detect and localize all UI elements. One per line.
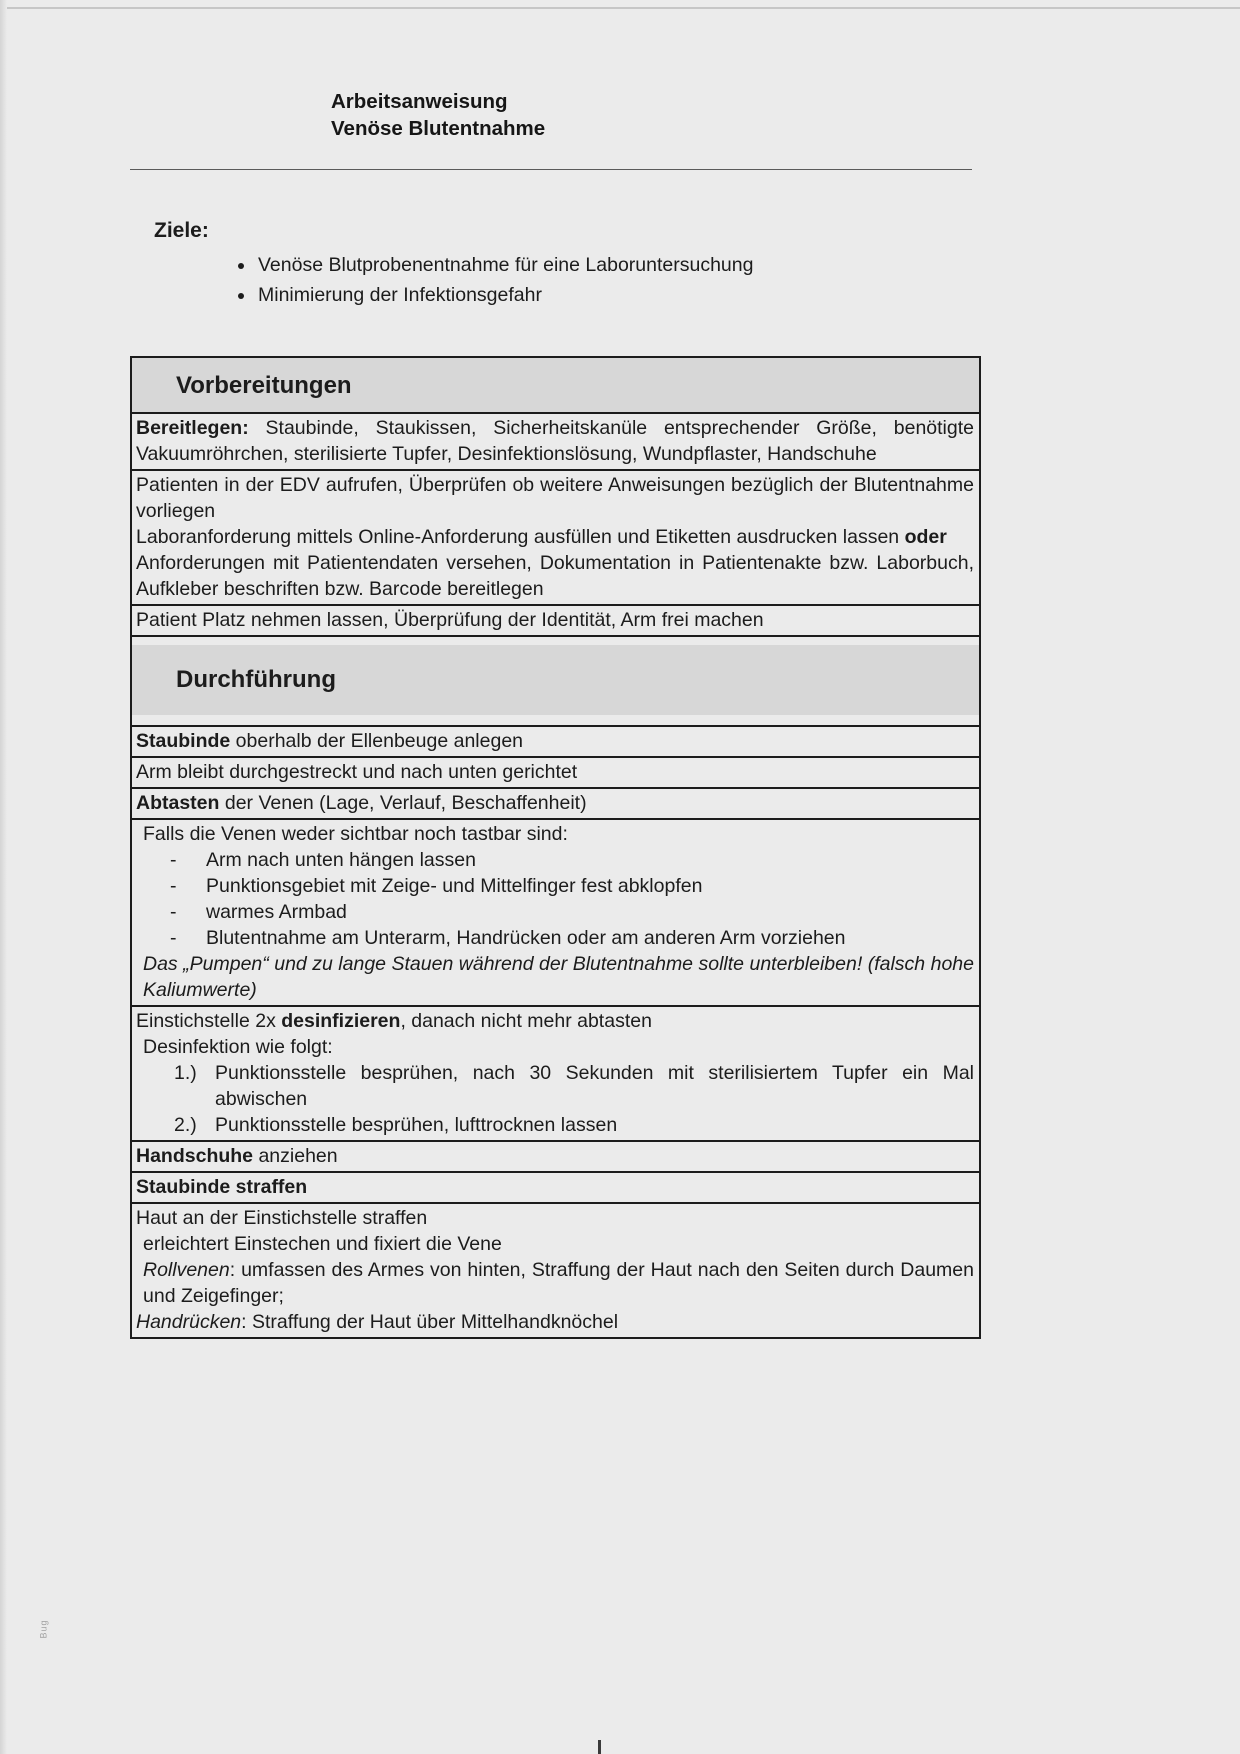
goal-item-text: Venöse Blutprobenentnahme für eine Laboruntersuchung [258,254,754,276]
haut-handruecken-text: : Straffung der Haut über Mittelhandknöchel [241,1311,619,1333]
row-edv-paragraph-2-text: Laboranforderung mittels Online-Anforderung ausfüllen und Etiketten ausdrucken lassen [136,526,905,548]
row-edv [132,469,979,604]
dash-marker: - [170,849,177,871]
venen-dash-item-text: Punktionsgebiet mit Zeige- und Mittelfinger fest abklopfen [206,875,703,897]
dash-marker: - [170,875,177,897]
desinfektion-step-text: Punktionsstelle besprühen, lufttrocknen lassen [215,1114,618,1136]
row-handschuhe-text: anziehen [253,1145,338,1167]
haut-handruecken [136,1309,974,1335]
step-number: 1.) [174,1062,197,1084]
row-desinfektion [132,1005,979,1140]
desinfektion-line1-pre: Einstichstelle 2x [136,1010,282,1032]
row-bereitlegen-label: Bereitlegen: [136,417,249,439]
row-arm-gestreckt: Arm bleibt durchgestreckt und nach unten gerichtet [132,756,979,787]
step-number: 2.) [174,1114,197,1136]
dash-marker: - [170,927,177,949]
desinfektion-line1-post: , danach nicht mehr abtasten [400,1010,652,1032]
section-header-durchfuehrung: Durchführung [132,645,979,715]
row-edv-paragraph-1: Patienten in der EDV aufrufen, Überprüfen ob weitere Anweisungen bezüglich der Blutentnahme vorliegen [136,474,974,522]
scan-artifact [598,1740,601,1754]
desinfektion-line1 [136,1008,974,1034]
row-staubinde-anlegen-bold: Staubinde [136,730,231,752]
watermark-text: Bug [38,1619,49,1639]
venen-dash-item [136,847,974,873]
venen-intro: Falls die Venen weder sichtbar noch tastbar sind: [143,823,568,845]
row-abtasten [132,787,979,818]
goal-item-text: Minimierung der Infektionsgefahr [258,284,542,306]
venen-dash-item-text: Blutentnahme am Unterarm, Handrücken oder am anderen Arm vorziehen [206,927,846,949]
row-edv-paragraph-3: Anforderungen mit Patientendaten versehen, Dokumentation in Patientenakte bzw. Laborbuch, Aufkleber beschriften bzw. Barcode bereitlegen [136,552,974,600]
row-staubinde-anlegen-text: oberhalb der Ellenbeuge anlegen [230,730,524,752]
haut-rollvenen-text: : umfassen des Armes von hinten, Straffung der Haut nach den Seiten durch Daumen und Zeigefinger; [143,1259,974,1307]
row-abtasten-text: der Venen (Lage, Verlauf, Beschaffenheit) [219,792,587,814]
desinfektion-line2: Desinfektion wie folgt: [143,1036,333,1058]
title-rule [130,169,972,170]
row-staubinde-anlegen [132,725,979,756]
goals-heading: Ziele: [154,219,209,242]
venen-dash-item-text: warmes Armbad [206,901,347,923]
row-staubinde-straffen [132,1171,979,1202]
row-haut-straffen [132,1202,979,1337]
instruction-table [130,356,981,1339]
row-edv-paragraph-2-bold: oder [904,526,947,548]
goal-item [256,280,753,310]
row-edv-paragraph-2 [136,524,974,550]
scan-edge-left [0,0,7,1754]
desinfektion-step-text: Punktionsstelle besprühen, nach 30 Sekunden mit sterilisiertem Tupfer ein Mal abwischen [215,1062,974,1110]
row-venen-nicht-sichtbar [132,818,979,1005]
haut-line2: erleichtert Einstechen und fixiert die Vene [143,1233,502,1255]
venen-dash-item [136,899,974,925]
haut-handruecken-term: Handrücken [136,1311,242,1333]
goal-item [256,250,753,280]
goals-list [222,250,753,310]
row-bereitlegen [132,412,979,469]
row-staubinde-straffen-text: Staubinde straffen [136,1176,308,1198]
row-abtasten-bold: Abtasten [136,792,220,814]
section-header-durchfuehrung-cell [132,635,979,725]
haut-rollvenen-term: Rollvenen [143,1259,230,1281]
document-title [331,88,545,142]
venen-note: Das „Pumpen“ und zu lange Stauen während der Blutentnahme sollte unterbleiben! (falsch hohe Kaliumwerte) [143,953,974,1001]
row-handschuhe-bold: Handschuhe [136,1145,254,1167]
desinfektion-line1-bold: desinfizieren [281,1010,401,1032]
document-title-line2: Venöse Blutentnahme [331,117,546,140]
haut-line1: Haut an der Einstichstelle straffen [136,1207,428,1229]
dash-marker: - [170,901,177,923]
venen-dash-item-text: Arm nach unten hängen lassen [206,849,476,871]
desinfektion-step [136,1060,974,1112]
section-header-vorbereitungen: Vorbereitungen [132,358,979,412]
desinfektion-step [136,1112,974,1138]
venen-dash-item [136,925,974,951]
document-title-line1: Arbeitsanweisung [331,90,508,113]
row-bereitlegen-text: Staubinde, Staukissen, Sicherheitskanüle entsprechender Größe, benötigte Vakuumröhrchen, sterilisierte Tupfer, Desinfektionslösung, Wundpflaster, Handschuhe [136,417,974,465]
scan-edge-top [0,7,1240,9]
row-handschuhe [132,1140,979,1171]
venen-dash-item [136,873,974,899]
haut-rollvenen [136,1257,974,1309]
row-patient-platz: Patient Platz nehmen lassen, Überprüfung der Identität, Arm frei machen [132,604,979,635]
